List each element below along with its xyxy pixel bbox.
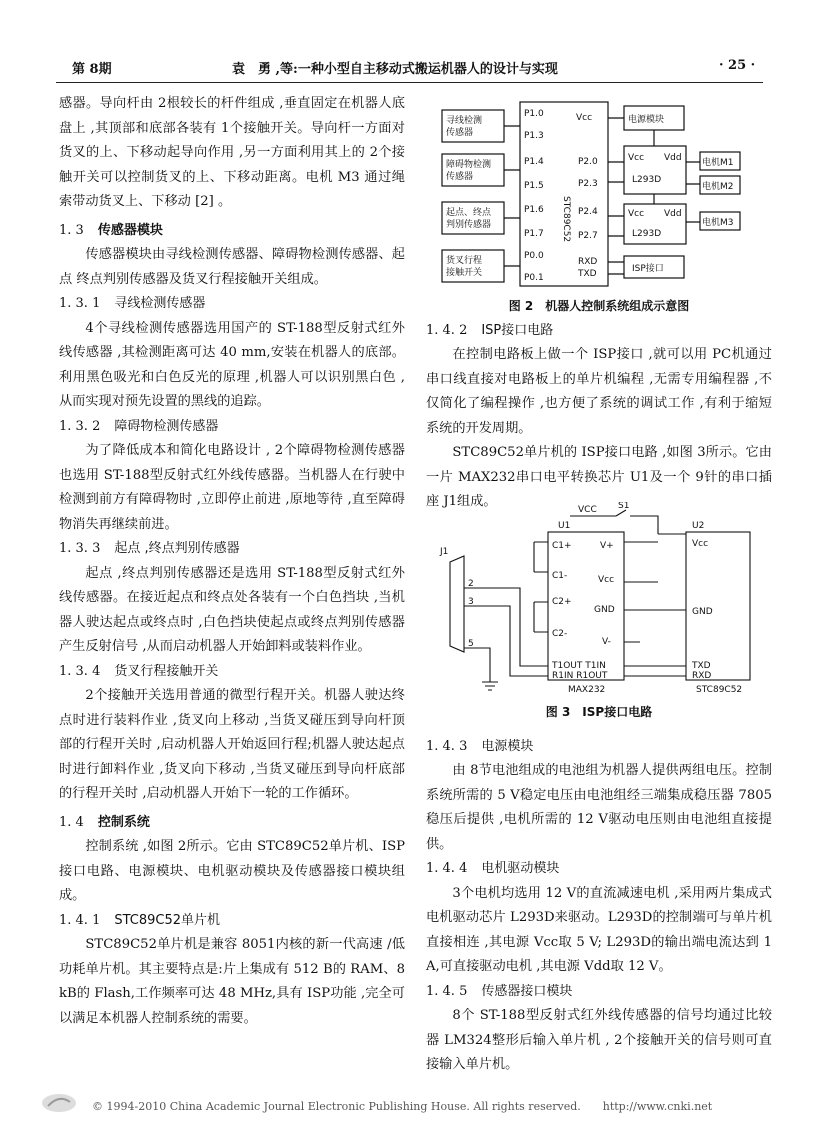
block-label: 接触开关 bbox=[446, 268, 483, 278]
vcc-label: VCC bbox=[578, 505, 597, 515]
stc89c52-chip bbox=[686, 532, 750, 680]
motor-label: 电机M1 bbox=[702, 158, 734, 168]
section-number: 1. 3. 4 bbox=[59, 663, 101, 679]
pin-label: C2+ bbox=[552, 597, 572, 607]
section-title: 控制系统 bbox=[97, 814, 150, 830]
port-label: P0.1 bbox=[524, 273, 544, 283]
pin-label: C1+ bbox=[552, 541, 572, 551]
section-title: STC89C52单片机 bbox=[114, 912, 221, 928]
pin-label: TXD bbox=[692, 661, 711, 671]
isp-label: ISP接口 bbox=[632, 264, 664, 274]
pin-number: 2 bbox=[468, 579, 474, 589]
figure-3-caption: 图 3 ISP接口电路 bbox=[545, 705, 653, 719]
section-title: ISP接口电路 bbox=[481, 322, 554, 338]
db9-connector bbox=[450, 556, 464, 652]
right-column-bottom bbox=[426, 700, 772, 1078]
section-number: 1. 4. 2 bbox=[426, 322, 468, 338]
pin-label: GND bbox=[692, 607, 713, 617]
subsection-heading bbox=[59, 292, 405, 317]
motor-label: 电机M2 bbox=[702, 182, 734, 192]
paragraph: 由 8节电池组成的电池组为机器人提供两组电压。控制系统所需的 5 V稳定电压由电池组经三端集成稳压器 7805稳压后提供 ,电机所需的 12 V驱动电压则由电池组直接提供。 bbox=[426, 763, 772, 852]
pin-number: 3 bbox=[468, 597, 474, 607]
subsection-heading bbox=[59, 909, 405, 934]
block-label: 货叉行程 bbox=[446, 256, 483, 266]
paragraph: 控制系统 ,如图 2所示。它由 STC89C52单片机、ISP接口电路、电源模块、电机驱动模块及传感器接口模块组成。 bbox=[59, 839, 405, 903]
section-number: 1. 4. 5 bbox=[426, 983, 468, 999]
issue-number: 第 8期 bbox=[72, 62, 112, 77]
right-column-top bbox=[426, 294, 772, 515]
section-title: 电机驱动模块 bbox=[481, 861, 560, 876]
paragraph: STC89C52单片机的 ISP接口电路 ,如图 3所示。它由一片 MAX232串口电平转换芯片 U1及一个 9针的串口插座 J1组成。 bbox=[426, 445, 772, 509]
pin-label: T1OUT T1IN bbox=[552, 661, 606, 671]
pin-label: V- bbox=[602, 637, 611, 647]
vdd-label: Vdd bbox=[664, 153, 682, 163]
pin-label: Vcc bbox=[692, 539, 709, 549]
pin-label: C2- bbox=[552, 629, 568, 639]
section-number: 1. 4. 4 bbox=[426, 861, 468, 876]
chip-label: MAX232 bbox=[568, 685, 606, 695]
u2-label: U2 bbox=[692, 521, 705, 531]
switch-label: S1 bbox=[618, 502, 630, 511]
port-label: P1.4 bbox=[524, 157, 544, 167]
port-label: RXD bbox=[578, 257, 598, 267]
port-label: P0.0 bbox=[524, 251, 544, 261]
block-label: 起点、终点 bbox=[446, 208, 492, 218]
j1-label: J1 bbox=[440, 547, 449, 557]
paragraph: 4个寻线检测传感器选用国产的 ST-188型反射式红外线传感器 ,其检测距离可达 40 mm,安装在机器人的底部。利用黑色吸光和白色反光的原理 ,机器人可以识别黑白色 ,从而实现对预先设置的黑线的追踪。 bbox=[59, 320, 405, 409]
subsection-heading bbox=[59, 415, 405, 440]
block-label: 传感器 bbox=[446, 128, 474, 138]
chip-label: STC89C52 bbox=[696, 685, 743, 695]
figure-2-block-diagram bbox=[436, 96, 772, 292]
port-label: P1.7 bbox=[524, 229, 544, 239]
section-heading bbox=[59, 219, 405, 244]
section-number: 1. 3. 1 bbox=[59, 296, 101, 311]
pin-label: R1IN R1OUT bbox=[552, 671, 608, 681]
section-title: 起点 ,终点判别传感器 bbox=[114, 541, 240, 556]
section-number: 1. 3. 2 bbox=[59, 418, 101, 434]
block-label: 传感器 bbox=[446, 172, 474, 182]
vcc-label: Vcc bbox=[628, 153, 645, 163]
vcc-label: Vcc bbox=[576, 113, 593, 123]
block-label: 寻线检测 bbox=[446, 116, 483, 126]
block-label: 障碍物检测 bbox=[446, 160, 492, 170]
section-number: 1. 4. 3 bbox=[426, 738, 468, 754]
section-title: 货叉行程接触开关 bbox=[114, 663, 219, 679]
section-title: 障碍物检测传感器 bbox=[114, 418, 219, 434]
subsection-heading bbox=[426, 735, 772, 760]
subsection-heading bbox=[59, 537, 405, 562]
copyright-footer: © 1994-2010 China Academic Journal Electronic Publishing House. All rights reserved. http://www.cnki.net bbox=[92, 1100, 713, 1113]
section-number: 1. 4 bbox=[59, 814, 84, 830]
subsection-heading bbox=[426, 319, 772, 344]
port-label: TXD bbox=[578, 269, 597, 279]
port-label: P2.4 bbox=[578, 207, 598, 217]
paragraph: 起点 ,终点判别传感器还是选用 ST-188型反射式红外线传感器。在接近起点和终点处各装有一个白色挡块 ,当机器人驶达起点或终点时 ,白色挡块使起点或终点判别传感器产生反射信号 ,从而启动机器人开始卸料或装料作业。 bbox=[59, 565, 405, 654]
pin-label: RXD bbox=[692, 671, 712, 681]
figure-2-caption: 图 2 机器人控制系统组成示意图 bbox=[508, 299, 690, 313]
motor-label: 电机M3 bbox=[702, 218, 734, 228]
section-title: 传感器模块 bbox=[97, 222, 163, 238]
port-label: P1.3 bbox=[524, 131, 544, 141]
paragraph: 为了降低成本和简化电路设计 , 2个障碍物检测传感器也选用 ST-188型反射式红外线传感器。当机器人在行驶中检测到前方有障碍物时 ,立即停止前进 ,原地等待 ,直至障碍物消失再继续前进。 bbox=[59, 443, 405, 532]
left-column bbox=[59, 92, 405, 1031]
driver-label: L293D bbox=[632, 229, 662, 239]
driver-label: L293D bbox=[632, 175, 662, 185]
block-label: 判别传感器 bbox=[446, 220, 492, 230]
paragraph: 在控制电路板上做一个 ISP接口 ,就可以用 PC机通过串口线直接对电路板上的单片机编程 ,无需专用编程器 ,不仅简化了编程操作 ,也方便了系统的调试工作 ,有利于缩短系统的开发周期。 bbox=[426, 347, 772, 436]
pin-label: C1- bbox=[552, 571, 568, 581]
section-title: 寻线检测传感器 bbox=[114, 296, 206, 311]
port-label: P1.5 bbox=[524, 181, 544, 191]
vdd-label: Vdd bbox=[664, 209, 682, 219]
mcu-label: STC89C52 bbox=[561, 196, 571, 243]
port-label: P1.0 bbox=[524, 109, 544, 119]
pin-label: V+ bbox=[600, 541, 614, 551]
subsection-heading bbox=[426, 980, 772, 1005]
power-label: 电源模块 bbox=[628, 115, 665, 125]
vcc-label: Vcc bbox=[628, 209, 645, 219]
section-number: 1. 3 bbox=[59, 222, 84, 238]
cnki-logo-icon bbox=[40, 1092, 78, 1114]
u1-label: U1 bbox=[558, 521, 571, 531]
paragraph: 3个电机均选用 12 V的直流减速电机 ,采用两片集成式电机驱动芯片 L293D来驱动。L293D的控制端可与单片机直接相连 ,其电源 Vcc取 5 V; L293D的输出端电流达到 1 A,可直接驱动电机 ,其电源 Vdd取 12 V。 bbox=[426, 885, 772, 974]
paragraph: 8个 ST-188型反射式红外线传感器的信号均通过比较器 LM324整形后输入单片机 , 2个接触开关的信号则可直接输入单片机。 bbox=[426, 1008, 772, 1072]
port-label: P2.0 bbox=[578, 157, 598, 167]
section-heading bbox=[59, 811, 405, 836]
header-rule bbox=[56, 82, 763, 83]
section-number: 1. 4. 1 bbox=[59, 912, 101, 928]
port-label: P1.6 bbox=[524, 205, 544, 215]
subsection-heading bbox=[59, 660, 405, 685]
paragraph: 传感器模块由寻线检测传感器、障碍物检测传感器、起点 终点判别传感器及货叉行程接触开关组成。 bbox=[59, 247, 405, 287]
pin-label: GND bbox=[594, 605, 615, 615]
section-number: 1. 3. 3 bbox=[59, 541, 101, 556]
running-title: 袁 勇 ,等:一种小型自主移动式搬运机器人的设计与实现 bbox=[232, 62, 558, 77]
pin-label: Vcc bbox=[598, 575, 615, 585]
section-title: 电源模块 bbox=[481, 738, 534, 754]
paragraph: 2个接触开关选用普通的微型行程开关。机器人驶达终点时进行装料作业 ,货叉向上移动 ,当货叉碰压到导向杆顶部的行程开关时 ,启动机器人开始返回行程;机器人驶达起点时进行卸料作业 ,货叉向下移动 ,当货叉碰压到导向杆底部的行程开关时 ,启动机器人开始下一轮的工作循环。 bbox=[59, 688, 405, 801]
port-label: P2.7 bbox=[578, 231, 598, 241]
paragraph: STC89C52单片机是兼容 8051内核的新一代高速 /低功耗单片机。其主要特点是:片上集成有 512 B的 RAM、8 kB的 Flash,工作频率可达 48 MHz,具有 ISP功能 ,完全可以满足本机器人控制系统的需要。 bbox=[59, 937, 405, 1026]
figure-3-isp-circuit bbox=[430, 502, 770, 698]
pin-number: 5 bbox=[468, 639, 474, 649]
section-title: 传感器接口模块 bbox=[481, 983, 573, 999]
page-number: · 25 · bbox=[719, 58, 756, 73]
port-label: P2.3 bbox=[578, 179, 598, 189]
paragraph: 感器。导向杆由 2根较长的杆件组成 ,垂直固定在机器人底盘上 ,其顶部和底部各装有 1个接触开关。导向杆一方面对货叉的上、下移动起导向作用 ,另一方面利用其上的 2个接触开关可以控制货叉的上、下移动距离。电机 M3 通过绳索带动货叉上、下移动 [2] 。 bbox=[59, 96, 405, 209]
subsection-heading bbox=[426, 857, 772, 882]
